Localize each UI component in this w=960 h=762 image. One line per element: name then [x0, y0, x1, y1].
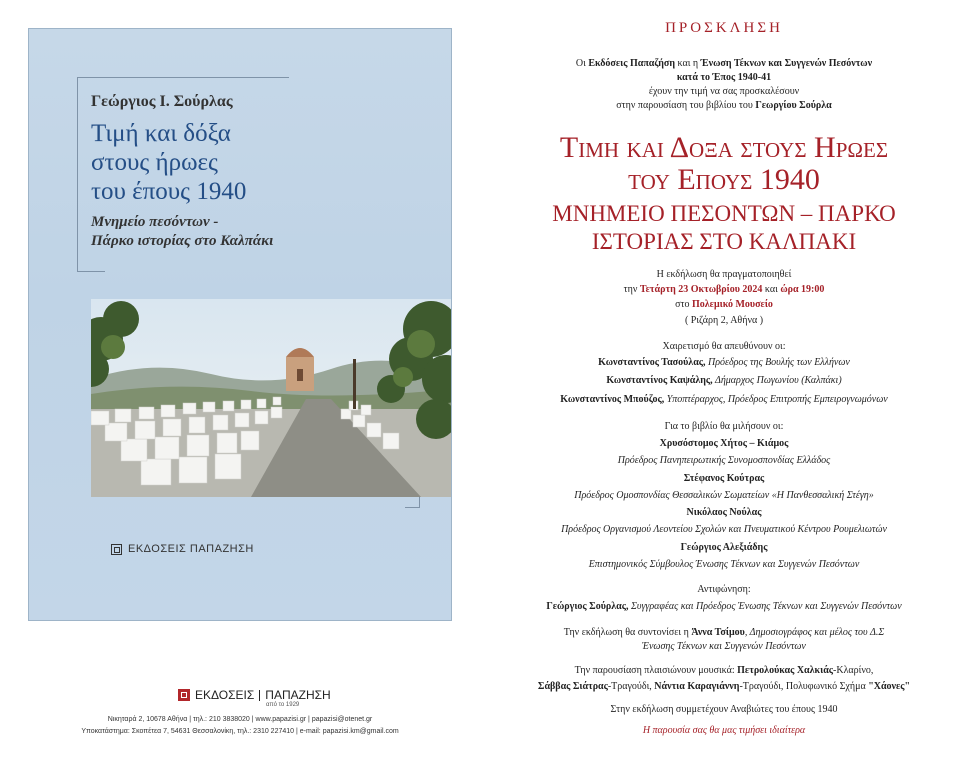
greeting-name: Κωνσταντίνος Μπούζος, [560, 394, 665, 405]
speaker-role-text: Πρόεδρος Πανηπειρωτικής Συνομοσπονδίας Ελλάδος [617, 455, 831, 466]
book-title-line-2: του Επους 1940 [628, 163, 820, 196]
book-title-line-1: Τιμη και Δοξα στους Ηρωες [559, 131, 889, 164]
frame-line [77, 77, 289, 78]
intro-union: Ένωση Τέκνων και Συγγενών Πεσόντων [700, 58, 873, 69]
greetings-header: Χαιρετισμό θα απευθύνουν οι: [662, 341, 786, 352]
cover-title [91, 119, 411, 206]
event-date-line [488, 283, 960, 296]
frame-line [77, 271, 105, 272]
cover-publisher [111, 543, 254, 555]
event-address: ( Ριζάρη 2, Αθήνα ) [684, 315, 764, 326]
reply-name: Γεώργιος Σούρλας, [546, 601, 629, 612]
greeting-role: Υποπτέραρχος, Πρόεδρος Επιτροπής Εμπειρογνωμόνων [664, 394, 888, 405]
moderator-role: , Δημοσιογράφος και μέλος του Δ.Σ [744, 627, 885, 638]
invitation-header: ΠΡΟΣΚΛΗΣΗ [665, 20, 783, 36]
speaker-role [488, 454, 960, 467]
reply-header: Αντιφώνηση: [697, 584, 751, 595]
footer-address-branch: Υποκατάστημα: Σκοπέτεα 7, 54631 Θεσσαλονίκη, τηλ.: 2310 227410 | e-mail: papazisi.km@gmail.com [81, 728, 399, 735]
intro-line-1 [488, 57, 960, 70]
musician-name: Σάββας Σιάτρας [537, 681, 608, 692]
speakers-header: Για το βιβλίο θα μιλήσουν οι: [664, 421, 784, 432]
moderator-line-2 [488, 640, 960, 653]
moderator-text: Την εκδήλωση θα συντονίσει η [563, 627, 692, 638]
speaker-role [488, 523, 960, 536]
greeting-role: Δήμαρχος Πωγωνίου (Καλπάκι) [712, 375, 842, 386]
veterans-line: Στην εκδήλωση συμμετέχουν Αναβιώτες του έπους 1940 [610, 704, 838, 715]
music-text: -Κλαρίνο, [833, 665, 874, 676]
music-text: -Τραγούδι, Πολυφωνικό Σχήμα [739, 681, 869, 692]
event-text: και [762, 284, 781, 295]
speaker-role [488, 558, 960, 571]
intro-line-4 [488, 99, 960, 112]
cover-subtitle-line: Πάρκο ιστορίας στο Καλπάκι [91, 233, 274, 249]
intro-line-3: έχουν την τιμή να σας προσκαλέσουν [648, 86, 800, 97]
music-text: Την παρουσίαση πλαισιώνουν μουσικά: [574, 665, 738, 676]
greeting-name: Κωνσταντίνος Τασούλας, [598, 357, 706, 368]
speaker-role-text: Επιστημονικός Σύμβουλος Ένωσης Τέκνων και Συγγενών Πεσόντων [588, 559, 860, 570]
book-subtitle-line-1: ΜΝΗΜΕΙΟ ΠΕΣΟΝΤΩΝ – ΠΑΡΚΟ [552, 201, 896, 226]
speaker-role [488, 489, 960, 502]
reply-item [488, 600, 960, 613]
moderator-line-1 [488, 626, 960, 639]
book-cover [28, 28, 452, 621]
memorial-photo [91, 299, 452, 497]
reply-role: Συγγραφέας και Πρόεδρος Ένωσης Τέκνων και Συγγενών Πεσόντων [628, 601, 902, 612]
music-line-2 [488, 680, 960, 693]
event-date: Τετάρτη 23 Οκτωβρίου 2024 [639, 284, 763, 295]
cover-subtitle-line: Μνημείο πεσόντων - [91, 214, 219, 230]
cover-author: Γεώργιος Ι. Σούρλας [91, 93, 233, 110]
closing-line: Η παρουσία σας θα μας τιμήσει ιδιαίτερα [642, 725, 806, 736]
event-place-line [488, 298, 960, 311]
musician-name: Πετρολούκας Χαλκιάς [737, 665, 834, 676]
ensemble-name: "Χάονες" [868, 681, 911, 692]
speaker-name [488, 506, 960, 519]
speaker-name-text: Νικόλαος Νούλας [686, 507, 762, 518]
intro-text: στην παρουσίαση του βιβλίου του [616, 100, 756, 111]
music-line-1 [488, 664, 960, 677]
intro-text: Οι [575, 58, 589, 69]
intro-author: Γεωργίου Σούρλα [755, 100, 832, 111]
speaker-role-text: Πρόεδρος Οργανισμού Λεοντείου Σχολών και Πνευματικού Κέντρου Ρουμελιωτών [561, 524, 887, 535]
greeting-item [488, 393, 960, 406]
event-text: την [623, 284, 640, 295]
event-line: Η εκδήλωση θα πραγματοποιηθεί [656, 269, 792, 280]
speaker-name-text: Χρυσόστομος Χήτος – Κιάμος [659, 438, 789, 449]
intro-publisher: Εκδόσεις Παπαζήση [588, 58, 676, 69]
greeting-name: Κωνσταντίνος Καψάλης, [606, 375, 713, 386]
cover-title-line: του έπους 1940 [91, 178, 247, 205]
event-place: Πολεμικό Μουσείο [691, 299, 773, 310]
cover-publisher-name: ΕΚΔΟΣΕΙΣ ΠΑΠΑΖΗΣΗ [128, 543, 254, 555]
event-time: ώρα 19:00 [780, 284, 825, 295]
book-subtitle-line-2: ΙΣΤΟΡΙΑΣ ΣΤΟ ΚΑΛΠΑΚΙ [591, 229, 857, 254]
speaker-role-text: Πρόεδρος Ομοσπονδίας Θεσσαλικών Σωματείων «Η Πανθεσσαλική Στέγη» [574, 490, 874, 501]
footer-logo-divider [259, 690, 260, 701]
frame-line [77, 77, 78, 271]
cover-title-line: στους ήρωες [91, 149, 218, 176]
speaker-name [488, 472, 960, 485]
moderator-role: Ένωσης Τέκνων και Συγγενών Πεσόντων [642, 641, 806, 652]
footer-address-main: Νικηταρά 2, 10678 Αθήνα | τηλ.: 210 3838020 | www.papazisi.gr | papazisi@otenet.gr [107, 716, 373, 723]
greeting-item [488, 374, 960, 387]
cover-subtitle [91, 213, 411, 251]
music-text: -Τραγούδι, [607, 681, 655, 692]
greeting-role: Πρόεδρος της Βουλής των Ελλήνων [705, 357, 850, 368]
musician-name: Νάντια Καραγιάννη [654, 681, 740, 692]
greeting-item [488, 356, 960, 369]
speaker-name [488, 437, 960, 450]
intro-line-2 [488, 71, 960, 84]
footer-logo-right: ΠΑΠΑΖΗΣΗ [265, 688, 331, 702]
footer-since: από το 1929 [266, 702, 300, 708]
cover-title-line: Τιμή και δόξα [91, 120, 231, 147]
intro-text: και η [675, 58, 701, 69]
footer-logo [178, 688, 331, 702]
frame-line [405, 507, 420, 508]
speaker-name-text: Στέφανος Κούτρας [683, 473, 765, 484]
memorial-illustration [91, 299, 452, 497]
footer-logo-left: ΕΚΔΟΣΕΙΣ [195, 688, 255, 702]
event-text: στο [675, 299, 692, 310]
speaker-name [488, 541, 960, 554]
publisher-logo-icon [111, 544, 122, 555]
speaker-name-text: Γεώργιος Αλεξιάδης [680, 542, 768, 553]
publisher-logo-icon [178, 689, 190, 701]
moderator-name: Άννα Τσίμου [691, 627, 745, 638]
intro-era: κατά το Έπος 1940-41 [676, 72, 772, 83]
